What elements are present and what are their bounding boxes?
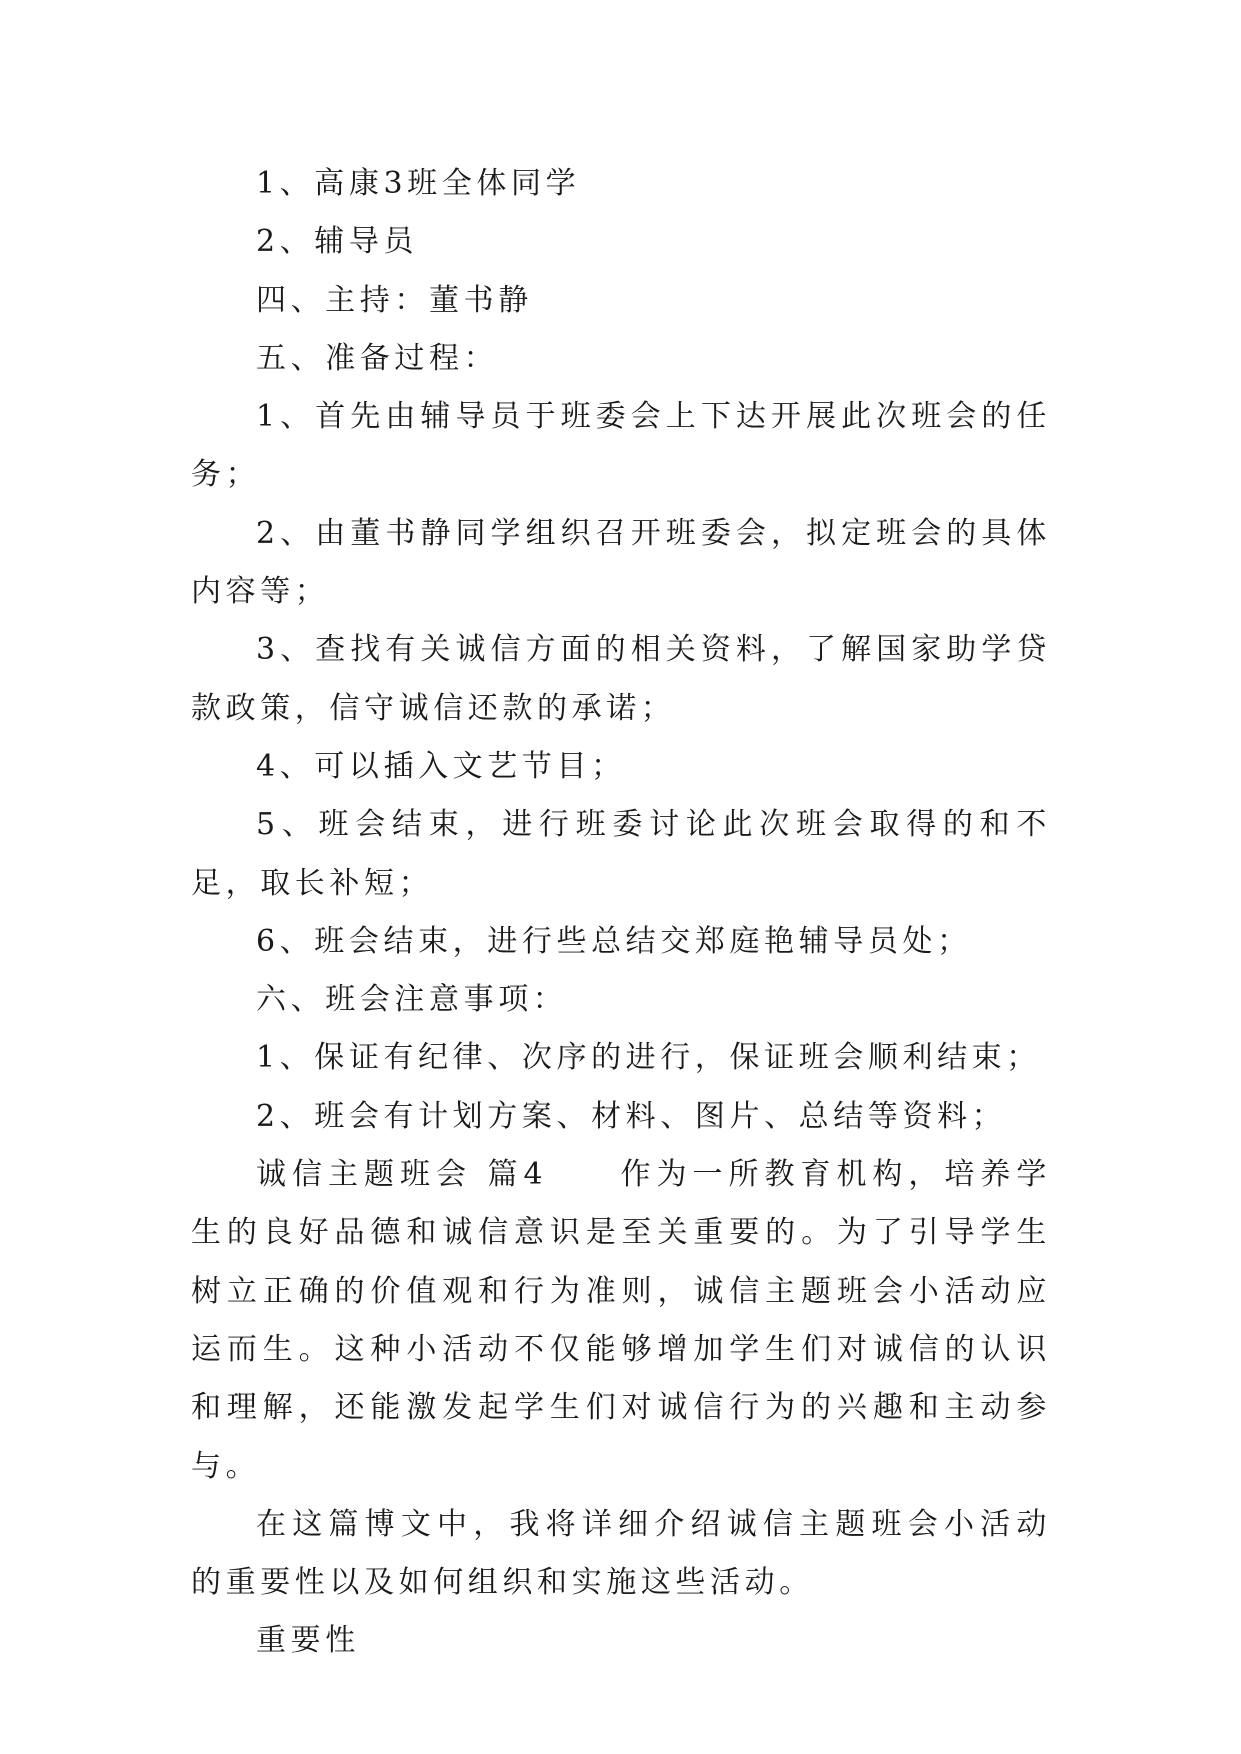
paragraph-preparation-6: 6、班会结束，进行些总结交郑庭艳辅导员处；: [256, 923, 972, 959]
paragraph-host: 四、主持：董书静: [256, 282, 533, 318]
paragraph-preparation-heading: 五、准备过程：: [256, 340, 499, 376]
paragraph-notes-1: 1、保证有纪律、次序的进行，保证班会顺利结束；: [256, 1040, 1041, 1076]
paragraph-preparation-4: 4、可以插入文艺节目；: [256, 748, 626, 784]
paragraph-participants-students: 1、高康3班全体同学: [256, 166, 581, 201]
paragraph-preparation-2: 2、由董书静同学组织召开班委会，拟定班会的具体内容等；: [191, 515, 1051, 610]
paragraph-participants-counselor: 2、辅导员: [256, 224, 419, 260]
paragraph-importance-heading: 重要性: [256, 1623, 360, 1659]
paragraph-notes-heading: 六、班会注意事项：: [256, 982, 568, 1018]
paragraph-preparation-1: 1、首先由辅导员于班委会上下达开展此次班会的任务；: [191, 399, 1051, 493]
paragraph-article-4-intro: 诚信主题班会 篇4 作为一所教育机构，培养学生的良好品德和诚信意识是至关重要的。为了引导学生树立正确的价值观和行为准则，诚信主题班会小活动应运而生。这种小活动不仅能够增加学生们对诚信的认识和理解，还能激发起学生们对诚信行为的兴趣和主动参与。: [191, 1157, 1051, 1484]
paragraph-blog-intro: 在这篇博文中，我将详细介绍诚信主题班会小活动的重要性以及如何组织和实施这些活动。: [191, 1506, 1051, 1601]
paragraph-preparation-5: 5、班会结束，进行班委讨论此次班会取得的和不足，取长补短；: [191, 807, 1051, 901]
paragraph-preparation-3: 3、查找有关诚信方面的相关资料，了解国家助学贷款政策，信守诚信还款的承诺；: [191, 632, 1051, 726]
document-body: [191, 155, 1051, 1671]
paragraph-notes-2: 2、班会有计划方案、材料、图片、总结等资料；: [256, 1098, 1007, 1134]
